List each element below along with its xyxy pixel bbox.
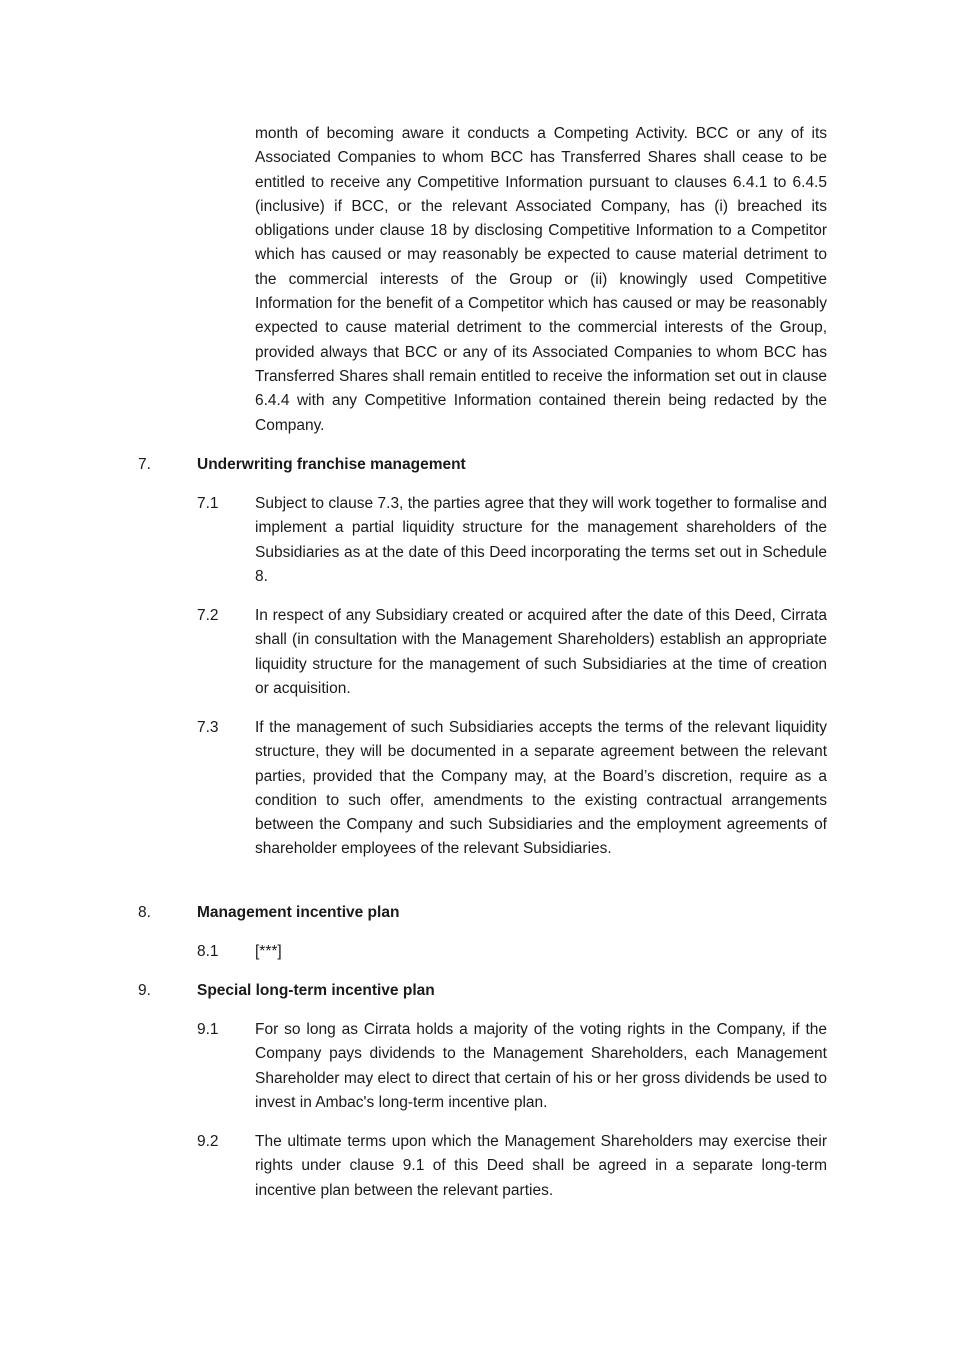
clause-7-3-number: 7.3 (197, 719, 219, 736)
clause-7-2-number: 7.2 (197, 607, 219, 624)
clause-7-1-number: 7.1 (197, 495, 219, 512)
clause-8-1-text: [***] (255, 943, 282, 960)
clause-8-1-number: 8.1 (197, 943, 219, 960)
section-7-heading: Underwriting franchise management (197, 456, 466, 473)
section-8-number: 8. (138, 904, 151, 921)
clause-9-1-text: For so long as Cirrata holds a majority of the voting rights in the Company, if the Company pays dividends to the Management Shareholders, each Management Shareholder may elect to direct that certain of his or her gross dividends be used to invest in Ambac's long-term incentive plan. (255, 1021, 827, 1111)
clause-7-1-text: Subject to clause 7.3, the parties agree that they will work together to formalise and implement a partial liquidity structure for the management shareholders of the Subsidiaries as at the date of this Deed incorporating the terms set out in Schedule 8. (255, 495, 827, 585)
clause-7-2-text: In respect of any Subsidiary created or acquired after the date of this Deed, Cirrata shall (in consultation with the Management Shareholders) establish an appropriate liquidity structure for the management of such Subsidiaries at the time of creation or acquisition. (255, 607, 827, 697)
section-9-heading: Special long-term incentive plan (197, 982, 435, 999)
section-9-number: 9. (138, 982, 151, 999)
clause-7-3-text: If the management of such Subsidiaries accepts the terms of the relevant liquidity structure, they will be documented in a separate agreement between the relevant parties, provided that the Company may, at the Board’s discretion, require as a condition to such offer, amendments to the existing contractual arrangements between the Company and such Subsidiaries and the employment agreements of shareholder employees of the relevant Subsidiaries. (255, 719, 827, 858)
clause-9-1-number: 9.1 (197, 1021, 219, 1038)
section-8-heading: Management incentive plan (197, 904, 400, 921)
clause-9-2-number: 9.2 (197, 1133, 219, 1150)
continuation-paragraph: month of becoming aware it conducts a Competing Activity. BCC or any of its Associated Companies to whom BCC has Transferred Shares shall cease to be entitled to receive any Competitive Information pursuant to clauses 6.4.1 to 6.4.5 (inclusive) if BCC, or the relevant Associated Company, has (i) breached its obligations under clause 18 by disclosing Competitive Information to a Competitor which has caused or may reasonably be expected to cause material detriment to the commercial interests of the Group or (ii) knowingly used Competitive Information for the benefit of a Competitor which has caused or may be reasonably expected to cause material detriment to the commercial interests of the Group, provided always that BCC or any of its Associated Companies to whom BCC has Transferred Shares shall remain entitled to receive the information set out in clause 6.4.4 with any Competitive Information contained therein being redacted by the Company. (255, 125, 827, 434)
clause-9-2-text: The ultimate terms upon which the Management Shareholders may exercise their rights under clause 9.1 of this Deed shall be agreed in a separate long-term incentive plan between the relevant parties. (255, 1133, 827, 1199)
section-7-number: 7. (138, 456, 151, 473)
